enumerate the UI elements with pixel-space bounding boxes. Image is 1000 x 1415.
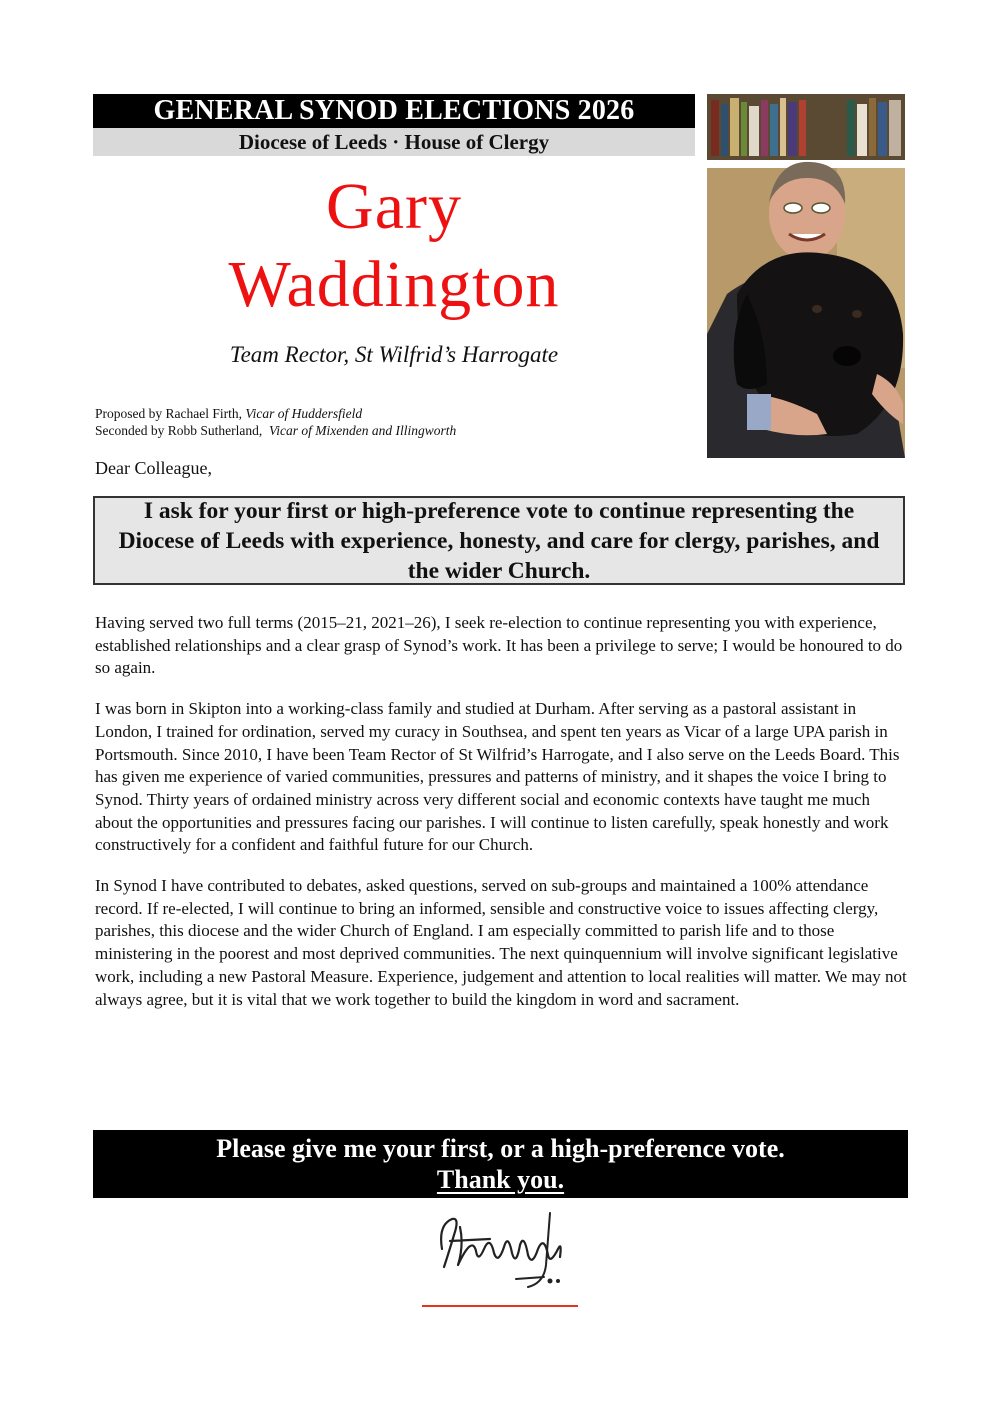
cta-line-1: Please give me your first, or a high-preference vote. [216, 1134, 785, 1163]
statement-body [95, 612, 907, 1029]
call-to-action-banner [93, 1130, 908, 1198]
salutation: Dear Colleague, [95, 458, 212, 478]
statement-paragraph-3: In Synod I have contributed to debates, asked questions, served on sub-groups and maintained a 100% attendance record. If re-elected, I will continue to bring an informed, sensible and constructive voice to issues affecting clergy, parishes, this diocese and the wider Church of England. I am especially committed to parish life and to those ministering in the poorest and most deprived communities. The next quinquennium will involve significant legislative work, including a new Pastoral Measure. Experience, judgement and attention to local realities will matter. We may not always agree, but it is vital that we work together to build the kingdom in word and sacrament. [95, 876, 907, 1009]
election-banner: GENERAL SYNOD ELECTIONS 2026 [93, 94, 695, 128]
cta-thank-you: Thank you. [436, 1165, 565, 1194]
signature-graphic [420, 1205, 580, 1309]
seconded-by-label: Seconded by Robb Sutherland, [95, 423, 263, 438]
candidate-name [93, 168, 695, 324]
proposed-by-line [95, 405, 456, 422]
vote-request-callout: I ask for your first or high-preference vote to continue representing the Diocese of Leeds with experience, honesty, and care for clergy, parishes, and the wider Church. [93, 496, 905, 585]
proposed-by-role: Vicar of Huddersfield [245, 406, 363, 421]
candidate-with-dog-illustration [707, 94, 905, 458]
seconded-by-role: Vicar of Mixenden and Illingworth [268, 423, 457, 438]
statement-paragraph-2: I was born in Skipton into a working-class family and studied at Durham. After serving as a pastoral assistant in London, I trained for ordination, served my curacy in Southsea, and spent ten years as Vicar of a large UPA parish in Portsmouth. Since 2010, I have been Team Rector of St Wilfrid’s Harrogate, and I also serve on the Leeds Board. This has given me experience of varied communities, pressures and patterns of ministry, and it shapes the voice I bring to Synod. Thirty years of ordained ministry across very different social and economic contexts have taught me much about the opportunities and pressures facing our parishes. I will continue to listen carefully, speak honestly and work constructively for a confident and faithful future for our Church. [95, 699, 900, 855]
candidate-role: Team Rector, St Wilfrid’s Harrogate [229, 342, 559, 367]
seconded-by-line [95, 422, 456, 439]
candidate-first-name: Gary [326, 170, 462, 243]
candidate-last-name: Waddington [228, 248, 560, 321]
proposers-block [95, 405, 456, 439]
statement-paragraph-1: Having served two full terms (2015–21, 2021–26), I seek re-election to continue representing you with experience, established relationships and a clear grasp of Synod’s work. It has been a privilege to serve; I would be honoured to do so again. [95, 613, 903, 678]
proposed-by-label: Proposed by Rachael Firth, [95, 406, 242, 421]
handwritten-signature [420, 1205, 580, 1309]
diocese-subbanner: Diocese of Leeds · House of Clergy [93, 128, 695, 156]
candidate-photo [707, 94, 905, 458]
